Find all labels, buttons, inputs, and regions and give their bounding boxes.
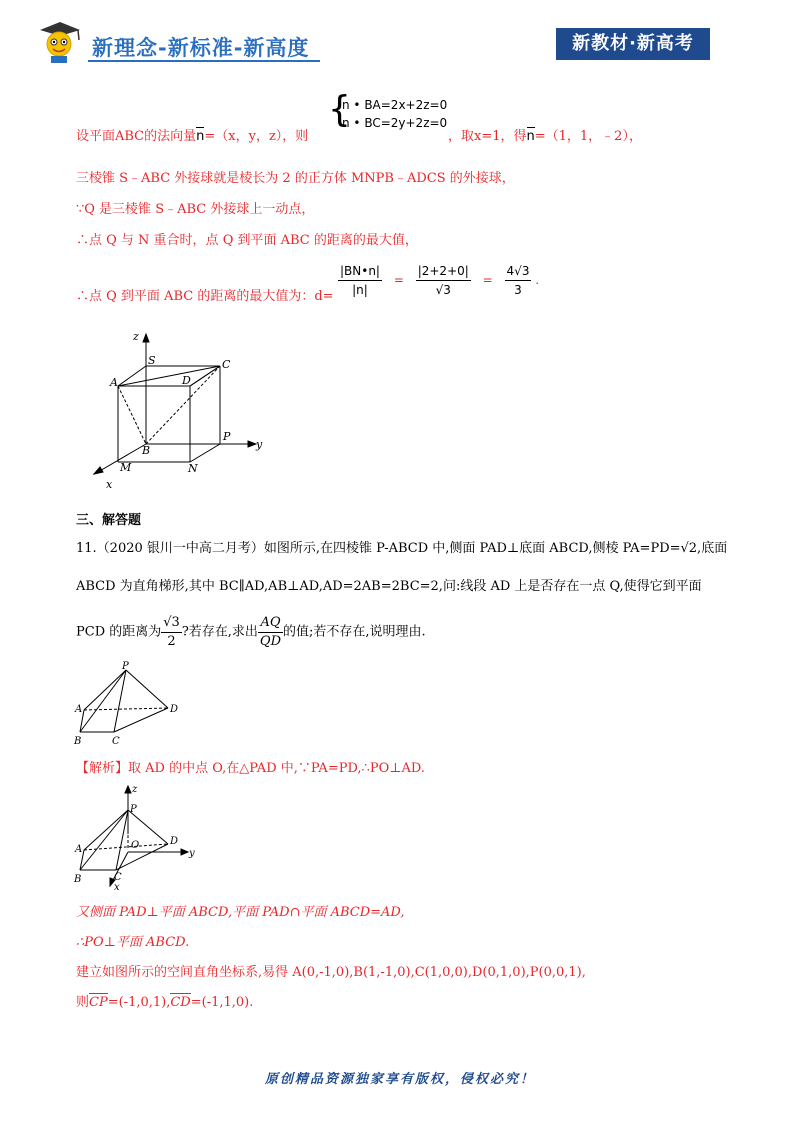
header-slogan: 新理念-新标准-新高度 (92, 36, 310, 60)
q-line3-mid: ?若存在,求出 (181, 624, 258, 640)
pyr2-label-b: B (74, 874, 82, 885)
cube-diagram (84, 326, 274, 496)
pyr2-label-x: x (114, 882, 120, 893)
q-fraction-1 (161, 614, 182, 651)
vec-cp: CP (89, 995, 108, 1010)
normal-mid: =（x，y，z），则 (204, 129, 309, 144)
question-line-1: 11.（2020 银川一中高二月考）如图所示,在四棱锥 P-ABCD 中,侧面 PAD⊥底面 ABCD,侧棱 PA=PD=√2,底面 (76, 541, 728, 556)
pyr1-label-d: D (170, 704, 179, 715)
pyr2-label-p: P (130, 804, 137, 815)
pyramid-diagram-1 (70, 660, 190, 750)
analysis-line (76, 760, 425, 778)
fraction-1 (338, 262, 382, 299)
frac2-den: √3 (435, 283, 451, 297)
q-frac2-num: AQ (258, 614, 283, 633)
line4-post: =(-1,1,0). (190, 995, 254, 1010)
solution2-line-4 (76, 994, 253, 1012)
vec-n-2: n (526, 129, 535, 144)
vec-n: n (196, 129, 205, 144)
line4-mid: =(-1,0,1), (107, 995, 171, 1010)
mascot-logo (32, 20, 86, 64)
frac3-den: 3 (514, 283, 522, 297)
pyr2-label-a: A (75, 844, 83, 855)
cube-label-p: P (223, 430, 231, 443)
solution2-line-1: 又侧面 PAD⊥平面 ABCD,平面 PAD∩平面 ABCD=AD, (76, 905, 405, 920)
header-underline (88, 60, 320, 62)
question-line-3 (76, 614, 426, 651)
normal-vector-line (76, 128, 308, 146)
solution-line-4: ∴点 Q 与 N 重合时，点 Q 到平面 ABC 的距离的最大值， (76, 233, 418, 248)
cube-label-z: z (133, 330, 139, 343)
pyr1-label-c: C (112, 736, 120, 747)
brace-system (328, 89, 448, 132)
pyr1-label-p: P (122, 661, 129, 672)
q-line3-post: 的值;若不存在,说明理由. (283, 624, 426, 640)
cube-label-d: D (182, 374, 191, 387)
brace-line-2: n • BC=2y+2z=0 (342, 116, 448, 130)
q-fraction-2 (258, 614, 283, 651)
frac1-den: |n| (352, 283, 368, 297)
solution2-line-3: 建立如图所示的空间直角坐标系,易得 A(0,-1,0),B(1,-1,0),C(1,0,0),D(0,1,0),P(0,0,1), (76, 965, 586, 980)
brace-line-1: n • BA=2x+2z=0 (342, 98, 448, 112)
analysis-tag: 【解析】 (76, 761, 129, 776)
brace-icon: { (328, 89, 351, 130)
distance-formula (338, 262, 539, 299)
question-line-2: ABCD 为直角梯形,其中 BC∥AD,AB⊥AD,AD=2AB=2BC=2,问:线段 AD 上是否存在一点 Q,使得它到平面 (76, 579, 702, 594)
mascot-icon (32, 20, 86, 64)
pyr2-label-y: y (189, 848, 195, 859)
q-frac2-den: QD (259, 634, 282, 649)
cube-label-n: N (188, 462, 198, 475)
header-badge: 新教材·新高考 (556, 28, 710, 60)
pyr1-label-b: B (74, 736, 82, 747)
solution-line-3: ∵Q 是三棱锥 S﹣ABC 外接球上一动点， (76, 202, 315, 217)
solution-line-2: 三棱锥 S﹣ABC 外接球就是棱长为 2 的正方体 MNPB﹣ADCS 的外接球， (76, 171, 515, 186)
q-frac1-den: 2 (167, 634, 176, 649)
pyr1-label-a: A (75, 704, 83, 715)
frac1-num: |BN•n| (338, 262, 382, 281)
cube-label-a: A (110, 376, 118, 389)
eq-1: = (393, 273, 404, 287)
fraction-3 (505, 262, 532, 299)
q-line3-pre: PCD 的距离为 (76, 624, 162, 640)
cube-label-b: B (142, 444, 151, 457)
normal-pre: 设平面ABC的法向量 (76, 129, 197, 144)
fraction-2 (416, 262, 471, 299)
q-frac1-num: √3 (161, 614, 182, 633)
line4-pre: 则 (76, 995, 90, 1010)
normal-vector-result (448, 128, 642, 146)
cube-label-c: C (222, 358, 231, 371)
cube-label-x: x (106, 478, 113, 491)
normal-post: ，取x=1，得 (448, 129, 527, 144)
footer-copyright: 原创精品资源独家享有版权，侵权必究！ (264, 1072, 535, 1087)
section-title: 三、解答题 (76, 513, 142, 528)
pyr2-label-z: z (132, 784, 138, 795)
frac2-num: |2+2+0| (416, 262, 471, 281)
cube-label-s: S (148, 354, 156, 367)
line5-pre: ∴点 Q 到平面 ABC 的距离的最大值为：d= (76, 289, 334, 304)
solution2-line-2: ∴PO⊥平面 ABCD. (76, 935, 190, 950)
solution-line-5 (76, 288, 334, 306)
normal-result: =（1，1，﹣2）， (534, 129, 642, 144)
cube-label-y: y (256, 438, 263, 451)
eq-2: = (482, 273, 493, 287)
period: . (535, 273, 540, 287)
pyr2-label-o: O (131, 840, 140, 851)
cube-label-m: M (120, 461, 132, 474)
pyr2-label-d: D (170, 836, 179, 847)
frac3-num: 4√3 (505, 262, 532, 281)
pyr2-label-c: C (114, 872, 122, 883)
vec-cd: CD (170, 995, 191, 1010)
pyramid-diagram-2 (70, 782, 200, 894)
analysis-line-1: 取 AD 的中点 O,在△PAD 中,∵PA=PD,∴PO⊥AD. (128, 761, 425, 776)
